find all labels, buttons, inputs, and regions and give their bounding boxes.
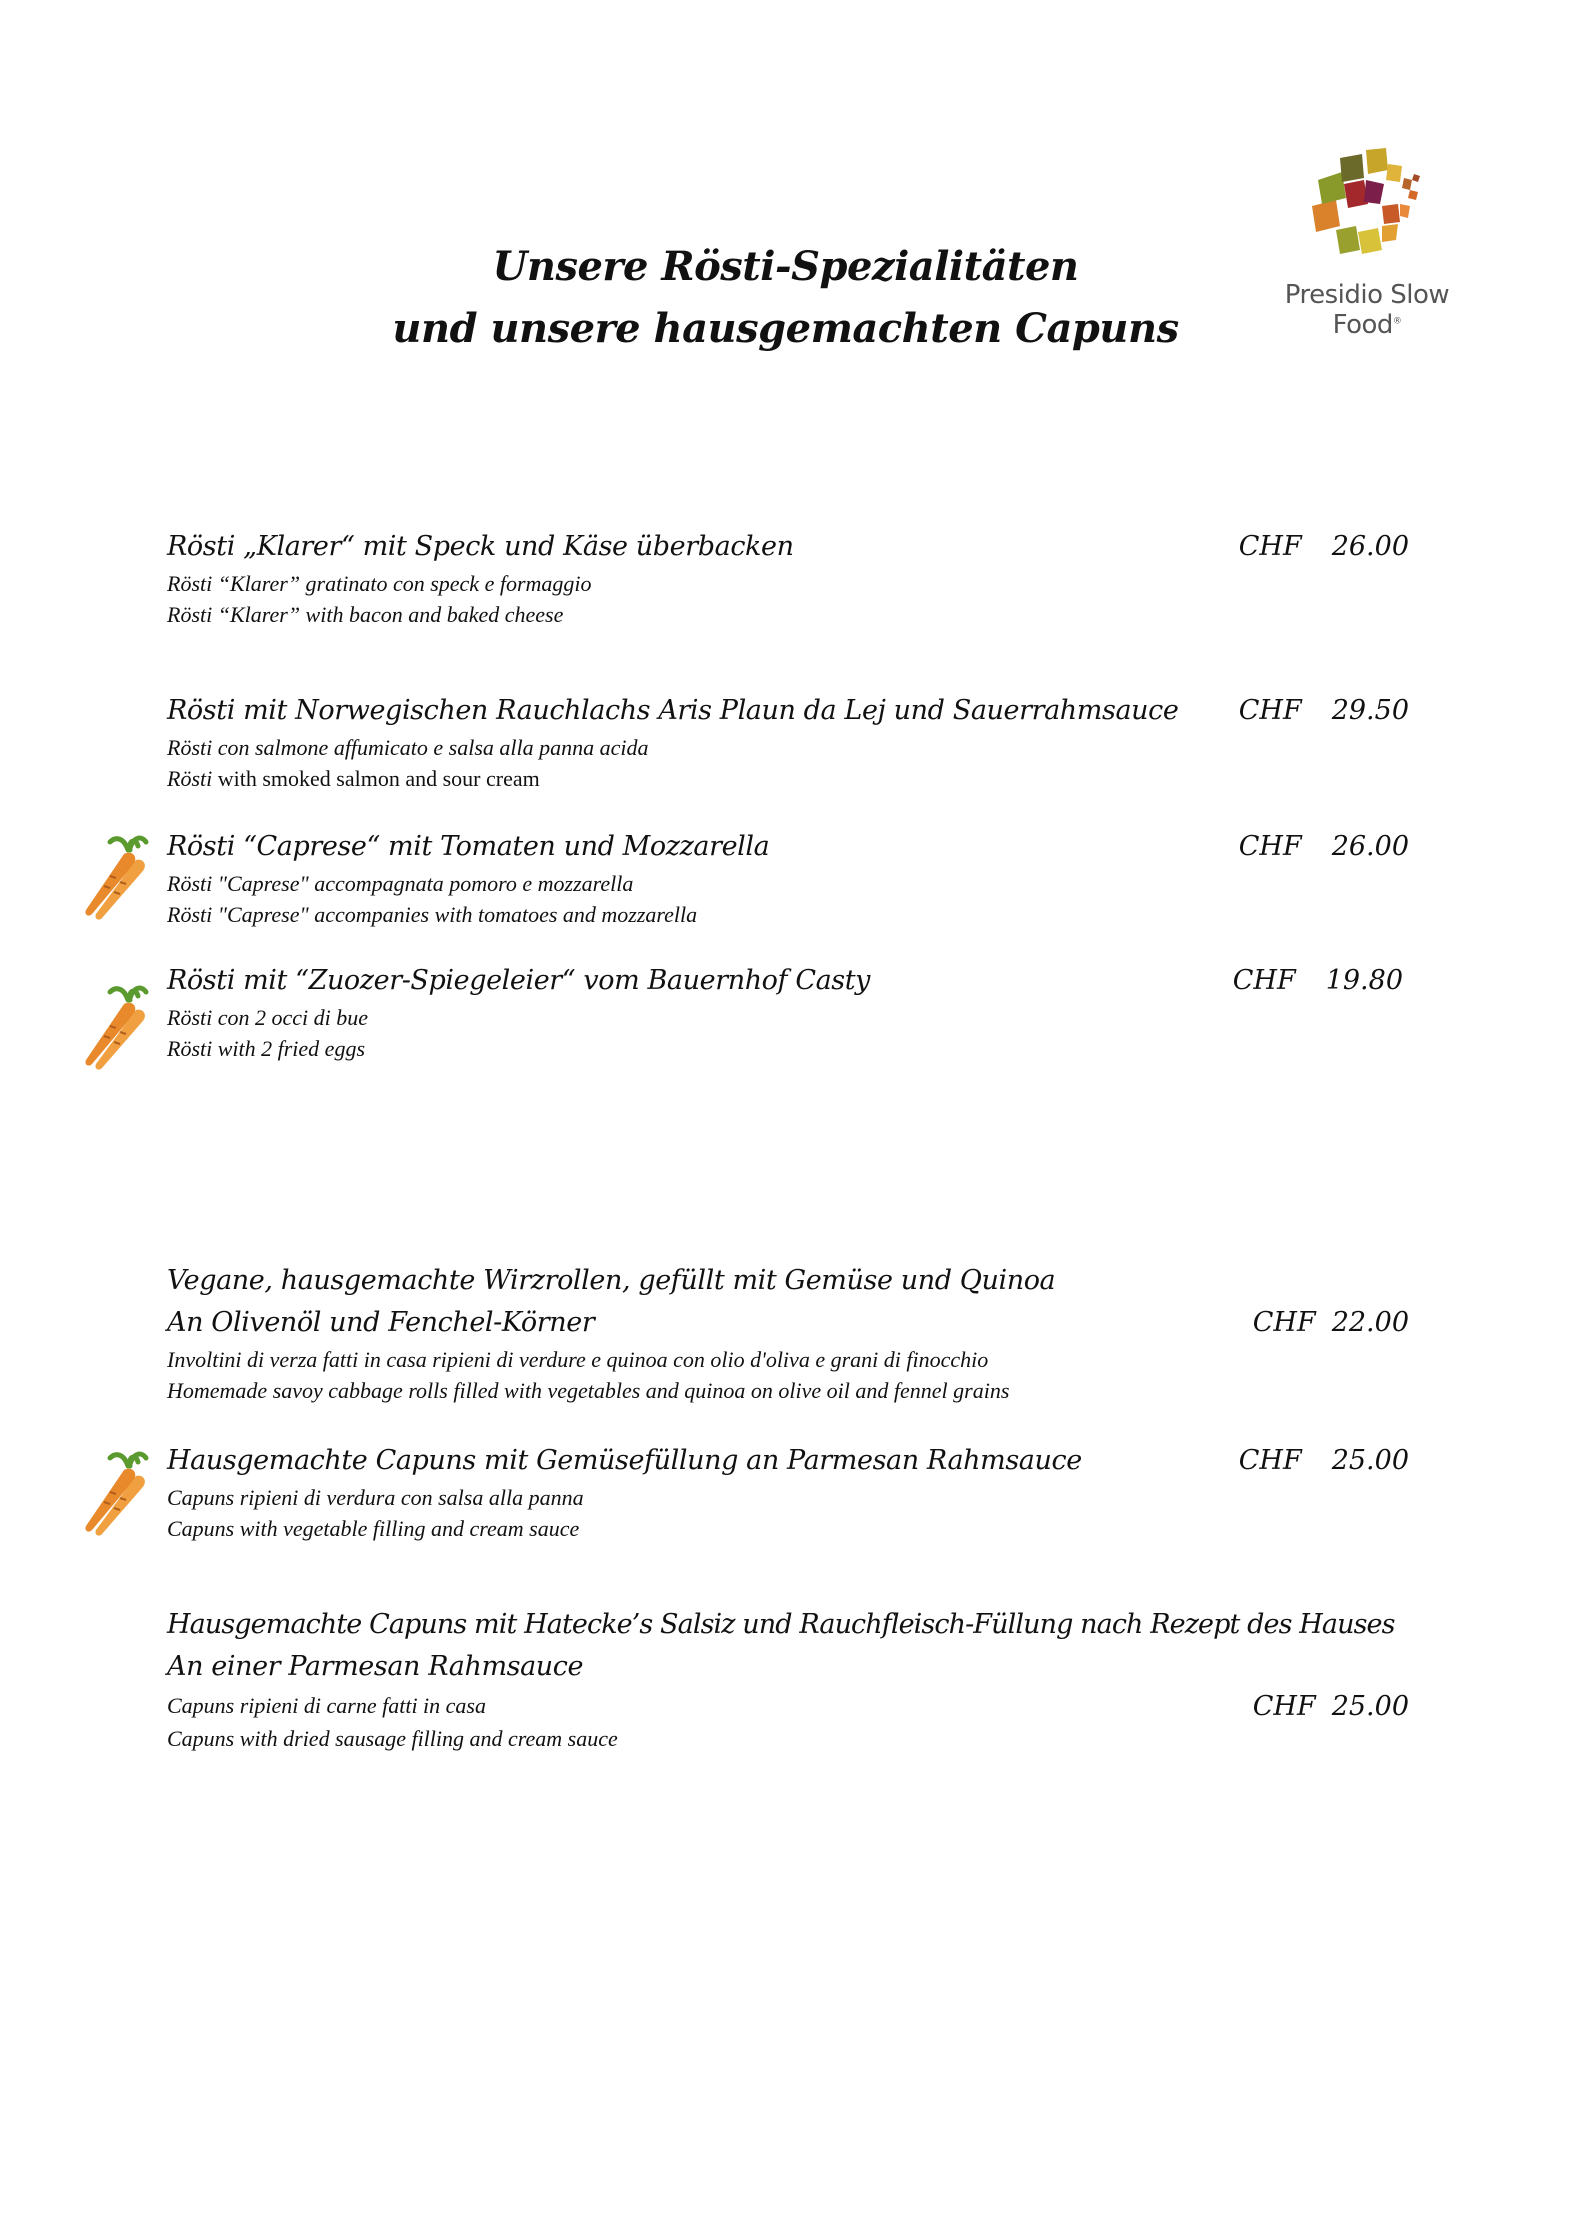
carrot-icon bbox=[80, 982, 152, 1074]
dish-price bbox=[1239, 826, 1409, 868]
menu-title-line-2: und unsere hausgemachten Capuns bbox=[392, 305, 1179, 352]
currency: CHF bbox=[1232, 965, 1296, 996]
carrot-icon bbox=[80, 1448, 152, 1540]
menu-item-2 bbox=[167, 690, 1417, 794]
amount: 22.00 bbox=[1331, 1307, 1409, 1338]
menu-title-line-1: Unsere Rösti-Spezialitäten bbox=[492, 243, 1079, 290]
dish-description-english: Homemade savoy cabbage rolls filled with vegetables and quinoa on olive oil and fennel grains bbox=[167, 1378, 1010, 1403]
dish-description-italian: Rösti "Caprese" accompagnata pomoro e mozzarella bbox=[167, 871, 634, 896]
slow-food-mosaic-icon bbox=[1302, 146, 1432, 276]
dish-price bbox=[1239, 1440, 1409, 1482]
dish-name-line-2: An einer Parmesan Rahmsauce bbox=[167, 1651, 584, 1682]
menu-item-1 bbox=[167, 526, 1417, 630]
logo-text: Presidio Slow Food bbox=[1284, 280, 1450, 340]
currency: CHF bbox=[1238, 531, 1302, 562]
dish-price bbox=[1253, 1302, 1409, 1344]
currency: CHF bbox=[1252, 1691, 1316, 1722]
dish-description-english-tail: with smoked salmon and sour cream bbox=[212, 766, 540, 791]
dish-description-italian: Capuns ripieni di carne fatti in casa bbox=[167, 1693, 486, 1718]
dish-name: Rösti mit “Zuozer-Spiegeleier“ vom Bauernhof Casty bbox=[167, 965, 871, 996]
dish-description-italian: Rösti con salmone affumicato e salsa alla panna acida bbox=[167, 735, 649, 760]
currency: CHF bbox=[1252, 1307, 1316, 1338]
menu-item-5 bbox=[167, 1260, 1417, 1406]
dish-price bbox=[1253, 1686, 1409, 1728]
menu-item-7 bbox=[167, 1604, 1417, 1754]
dish-name: Rösti “Caprese“ mit Tomaten und Mozzarella bbox=[167, 831, 770, 862]
dish-name: Hausgemachte Capuns mit Gemüsefüllung an Parmesan Rahmsauce bbox=[167, 1445, 1082, 1476]
dish-description-english-head: Rösti bbox=[167, 766, 213, 791]
amount: 25.00 bbox=[1331, 1445, 1409, 1476]
dish-description-english: Rösti “Klarer” with bacon and baked cheese bbox=[167, 602, 564, 627]
carrot-icon bbox=[80, 832, 152, 924]
dish-name-line-1: Hausgemachte Capuns mit Hatecke’s Salsiz und Rauchfleisch-Füllung nach Rezept des Hauses bbox=[167, 1609, 1395, 1640]
menu-item-6 bbox=[167, 1440, 1417, 1544]
dish-name: Rösti mit Norwegischen Rauchlachs Aris Plaun da Lej und Sauerrahmsauce bbox=[167, 695, 1179, 726]
menu-item-3 bbox=[167, 826, 1417, 930]
currency: CHF bbox=[1238, 831, 1302, 862]
currency: CHF bbox=[1238, 695, 1302, 726]
dish-name-line-2: An Olivenöl und Fenchel-Körner bbox=[167, 1307, 595, 1338]
dish-description-english: Capuns with vegetable filling and cream sauce bbox=[167, 1516, 580, 1541]
currency: CHF bbox=[1238, 1445, 1302, 1476]
dish-price bbox=[1239, 690, 1409, 732]
dish-price bbox=[1239, 526, 1409, 568]
menu-item-4 bbox=[167, 960, 1417, 1064]
amount: 29.50 bbox=[1331, 695, 1409, 726]
dish-description-english: Rösti "Caprese" accompanies with tomatoes and mozzarella bbox=[167, 902, 698, 927]
amount: 26.00 bbox=[1331, 531, 1409, 562]
dish-description-italian: Capuns ripieni di verdura con salsa alla panna bbox=[167, 1485, 584, 1510]
registered-mark: ® bbox=[1392, 316, 1402, 327]
dish-description-english: Rösti with 2 fried eggs bbox=[167, 1036, 365, 1061]
amount: 19.80 bbox=[1325, 965, 1403, 996]
dish-description-italian: Rösti con 2 occi di bue bbox=[167, 1005, 369, 1030]
dish-name: Rösti „Klarer“ mit Speck und Käse überbacken bbox=[167, 531, 794, 562]
dish-name-line-1: Vegane, hausgemachte Wirzrollen, gefüllt mit Gemüse und Quinoa bbox=[167, 1265, 1056, 1296]
dish-description-italian: Involtini di verza fatti in casa ripieni di verdure e quinoa con olio d'oliva e grani di finocchio bbox=[167, 1347, 989, 1372]
dish-price bbox=[1233, 960, 1403, 1002]
amount: 25.00 bbox=[1331, 1691, 1409, 1722]
amount: 26.00 bbox=[1331, 831, 1409, 862]
dish-description-english: Capuns with dried sausage filling and cream sauce bbox=[167, 1726, 618, 1751]
presidio-slow-food-logo bbox=[1252, 146, 1482, 340]
dish-description-italian: Rösti “Klarer” gratinato con speck e formaggio bbox=[167, 571, 592, 596]
dish-description-english bbox=[167, 763, 1417, 794]
